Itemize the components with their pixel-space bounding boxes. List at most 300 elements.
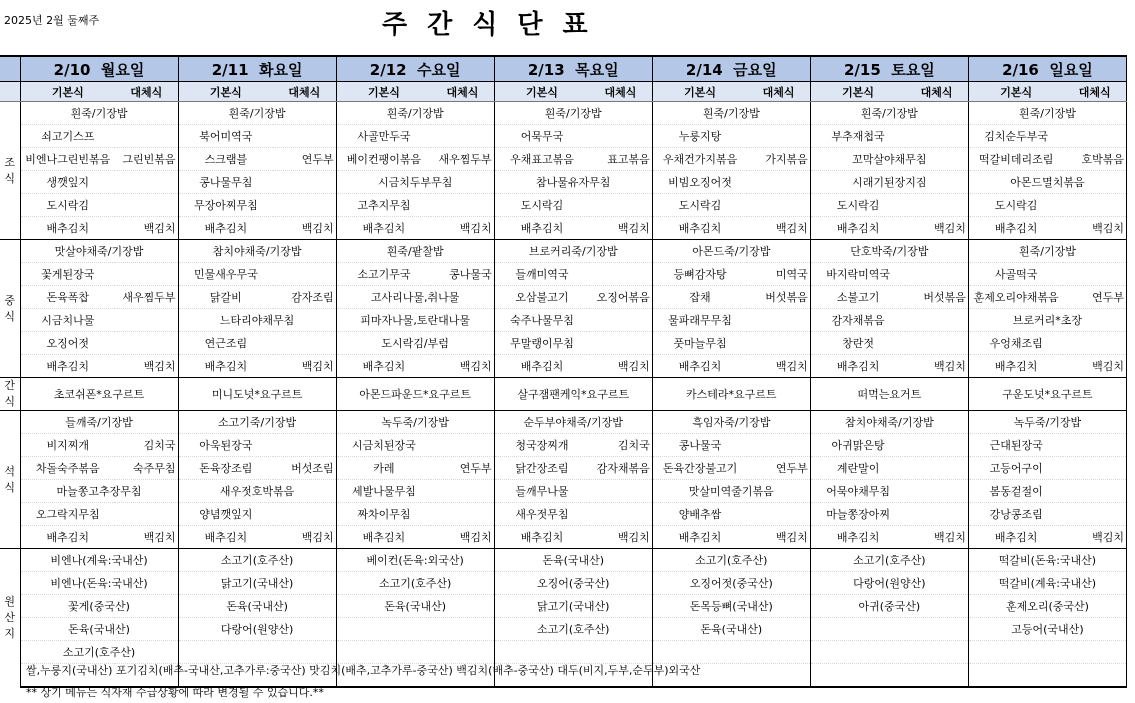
menu-item: 아귀맑은탕 bbox=[810, 434, 905, 457]
alt-menu-item bbox=[905, 503, 968, 526]
menu-item: 새우젓호박볶음 bbox=[178, 480, 336, 503]
menu-item: 흰죽/팥찰밥 bbox=[336, 240, 494, 263]
menu-item: 들깨미역국 bbox=[494, 263, 589, 286]
alt-menu-item: 백김치 bbox=[905, 355, 968, 378]
menu-item: 배추김치 bbox=[810, 355, 905, 378]
menu-item: 양념깻잎지 bbox=[178, 503, 273, 526]
alt-menu-item bbox=[747, 125, 810, 148]
page-title: 주간식단표 bbox=[382, 10, 608, 40]
menu-item: 배추김치 bbox=[178, 355, 273, 378]
menu-item bbox=[810, 664, 968, 688]
menu-item: 소고기(호주산) bbox=[336, 572, 494, 595]
day-date: 2/11 bbox=[211, 60, 249, 79]
menu-item: 도시락김 bbox=[810, 194, 905, 217]
menu-item: 숙주나물무침 bbox=[494, 309, 589, 332]
menu-item: 닭갈비 bbox=[178, 286, 273, 309]
menu-item: 시래기된장지짐 bbox=[810, 171, 968, 194]
menu-item: 떡갈비(돈육:국내산) bbox=[968, 549, 1126, 572]
alt-menu-item: 백김치 bbox=[431, 217, 494, 240]
alt-menu-item: 연두부 bbox=[431, 457, 494, 480]
menu-item: 베이컨팽이볶음 bbox=[336, 148, 431, 171]
menu-item bbox=[810, 641, 968, 664]
basic-menu-header: 기본식 bbox=[810, 82, 905, 102]
alt-menu-item bbox=[747, 503, 810, 526]
alt-menu-header: 대체식 bbox=[747, 82, 810, 102]
menu-item: 미니도넛*요구르트 bbox=[178, 378, 336, 411]
menu-item: 카스테라*요구르트 bbox=[652, 378, 810, 411]
menu-item: 누룽지탕 bbox=[652, 125, 747, 148]
menu-row bbox=[0, 549, 1127, 572]
menu-item: 등뼈감자탕 bbox=[652, 263, 747, 286]
menu-item: 초코쉬폰*요구르트 bbox=[20, 378, 178, 411]
alt-menu-item: 백김치 bbox=[905, 526, 968, 549]
meal-label: 원 산 지 bbox=[0, 549, 20, 688]
day-spacer bbox=[90, 61, 100, 79]
menu-item: 구운도넛*요구르트 bbox=[968, 378, 1126, 411]
menu-item: 민물새우무국 bbox=[178, 263, 273, 286]
menu-item: 꼬막살야채무침 bbox=[810, 148, 968, 171]
alt-menu-item: 새우찜두부 bbox=[115, 286, 178, 309]
menu-item: 닭간장조림 bbox=[494, 457, 589, 480]
menu-item: 고추지무침 bbox=[336, 194, 431, 217]
alt-menu-item bbox=[1063, 194, 1126, 217]
alt-menu-item bbox=[1063, 332, 1126, 355]
menu-item: 콩나물무침 bbox=[178, 171, 273, 194]
menu-item: 감자채볶음 bbox=[810, 309, 905, 332]
subheader-row bbox=[0, 82, 1127, 102]
day-weekday: 화요일 bbox=[258, 60, 303, 79]
menu-item: 도시락김/부럼 bbox=[336, 332, 494, 355]
alt-menu-item: 새우찜두부 bbox=[431, 148, 494, 171]
menu-item: 시금치두부무침 bbox=[336, 171, 494, 194]
basic-menu-header: 기본식 bbox=[178, 82, 273, 102]
alt-menu-item bbox=[115, 171, 178, 194]
alt-menu-item bbox=[115, 332, 178, 355]
alt-menu-item bbox=[115, 309, 178, 332]
menu-item: 고등어구이 bbox=[968, 457, 1063, 480]
alt-menu-item bbox=[905, 332, 968, 355]
menu-item: 오징어(중국산) bbox=[494, 572, 652, 595]
menu-item: 순두부야채죽/기장밥 bbox=[494, 411, 652, 434]
change-notice: ** 상기 메뉴는 식자재 수급상황에 따라 변경될 수 있습니다.** bbox=[26, 686, 324, 699]
menu-item: 소고기(호주산) bbox=[494, 618, 652, 641]
day-date: 2/16 bbox=[1002, 60, 1039, 79]
menu-row bbox=[0, 480, 1127, 503]
menu-item: 흑임자죽/기장밥 bbox=[652, 411, 810, 434]
alt-menu-item bbox=[1063, 503, 1126, 526]
alt-menu-item bbox=[905, 480, 968, 503]
alt-menu-item: 백김치 bbox=[747, 217, 810, 240]
menu-item: 사골만두국 bbox=[336, 125, 431, 148]
menu-item: 쇠고기스프 bbox=[20, 125, 115, 148]
alt-menu-item bbox=[115, 125, 178, 148]
menu-item: 닭고기(국내산) bbox=[178, 572, 336, 595]
menu-item: 돈목등뼈(국내산) bbox=[652, 595, 810, 618]
menu-row bbox=[0, 457, 1127, 480]
day-header bbox=[810, 56, 968, 82]
alt-menu-item: 백김치 bbox=[905, 217, 968, 240]
menu-item: 떡갈비데리조림 bbox=[968, 148, 1063, 171]
alt-menu-item bbox=[905, 125, 968, 148]
alt-menu-item bbox=[747, 332, 810, 355]
menu-item: 다랑어(원양산) bbox=[178, 618, 336, 641]
menu-row bbox=[0, 194, 1127, 217]
alt-menu-item bbox=[273, 263, 336, 286]
menu-item bbox=[178, 641, 336, 664]
menu-item: 부추재첩국 bbox=[810, 125, 905, 148]
menu-item: 물파래무무침 bbox=[652, 309, 747, 332]
alt-menu-item: 가지볶음 bbox=[747, 148, 810, 171]
menu-item: 돈육(국내산) bbox=[178, 595, 336, 618]
menu-item: 도시락김 bbox=[652, 194, 747, 217]
menu-item: 풋마늘무침 bbox=[652, 332, 747, 355]
menu-item: 근대된장국 bbox=[968, 434, 1063, 457]
menu-item: 소고기(호주산) bbox=[810, 549, 968, 572]
menu-item: 소고기무국 bbox=[336, 263, 431, 286]
menu-row bbox=[0, 378, 1127, 411]
menu-item: 배추김치 bbox=[494, 526, 589, 549]
alt-menu-item: 백김치 bbox=[589, 355, 652, 378]
alt-menu-item bbox=[747, 434, 810, 457]
menu-item bbox=[652, 641, 810, 664]
menu-item bbox=[968, 664, 1126, 688]
menu-item: 돈육간장불고기 bbox=[652, 457, 747, 480]
menu-item: 시금치된장국 bbox=[336, 434, 431, 457]
alt-menu-item: 백김치 bbox=[1063, 526, 1126, 549]
alt-menu-item: 백김치 bbox=[1063, 355, 1126, 378]
alt-menu-item: 백김치 bbox=[589, 526, 652, 549]
alt-menu-item: 감자조림 bbox=[273, 286, 336, 309]
menu-item: 배추김치 bbox=[652, 217, 747, 240]
menu-item: 소고기(호주산) bbox=[652, 549, 810, 572]
menu-row bbox=[0, 526, 1127, 549]
menu-item: 시금치나물 bbox=[20, 309, 115, 332]
menu-row bbox=[0, 355, 1127, 378]
menu-item: 비엔나(돈육:국내산) bbox=[20, 572, 178, 595]
alt-menu-header: 대체식 bbox=[431, 82, 494, 102]
menu-row bbox=[0, 332, 1127, 355]
day-spacer bbox=[249, 61, 259, 79]
alt-menu-item: 버섯조림 bbox=[273, 457, 336, 480]
menu-item: 배추김치 bbox=[178, 217, 273, 240]
menu-item: 오징어젓 bbox=[20, 332, 115, 355]
menu-item: 훈제오리야채볶음 bbox=[968, 286, 1063, 309]
menu-item: 돈육(국내산) bbox=[494, 549, 652, 572]
meal-label: 석 식 bbox=[0, 411, 20, 549]
menu-item: 우엉채조림 bbox=[968, 332, 1063, 355]
menu-item: 아귀(중국산) bbox=[810, 595, 968, 618]
alt-menu-item bbox=[273, 332, 336, 355]
day-weekday: 월요일 bbox=[100, 60, 145, 79]
alt-menu-item bbox=[747, 194, 810, 217]
menu-item: 창란젓 bbox=[810, 332, 905, 355]
alt-menu-item bbox=[431, 194, 494, 217]
menu-row bbox=[0, 309, 1127, 332]
alt-menu-item bbox=[431, 125, 494, 148]
alt-menu-item: 백김치 bbox=[431, 355, 494, 378]
day-header-row bbox=[0, 56, 1127, 82]
menu-row bbox=[0, 217, 1127, 240]
menu-item: 마늘쫑장아찌 bbox=[810, 503, 905, 526]
menu-item: 배추김치 bbox=[20, 526, 115, 549]
menu-item: 차돌숙주볶음 bbox=[20, 457, 115, 480]
menu-item: 꽃게(중국산) bbox=[20, 595, 178, 618]
alt-menu-item bbox=[589, 503, 652, 526]
day-header bbox=[494, 56, 652, 82]
alt-menu-item: 오징어볶음 bbox=[589, 286, 652, 309]
alt-menu-item: 호박볶음 bbox=[1063, 148, 1126, 171]
menu-row bbox=[0, 263, 1127, 286]
day-weekday: 목요일 bbox=[575, 60, 619, 79]
alt-menu-item bbox=[589, 332, 652, 355]
menu-item: 아몬드죽/기장밥 bbox=[652, 240, 810, 263]
alt-menu-item bbox=[1063, 434, 1126, 457]
alt-menu-item bbox=[747, 309, 810, 332]
menu-item: 흰죽/기장밥 bbox=[968, 240, 1126, 263]
menu-item: 소고기(호주산) bbox=[20, 641, 178, 664]
menu-item: 떠먹는요거트 bbox=[810, 378, 968, 411]
menu-item: 생깻잎지 bbox=[20, 171, 115, 194]
menu-item: 참치야채죽/기장밥 bbox=[178, 240, 336, 263]
menu-item: 고사리나물,취나물 bbox=[336, 286, 494, 309]
menu-item: 소고기죽/기장밥 bbox=[178, 411, 336, 434]
alt-menu-header: 대체식 bbox=[273, 82, 336, 102]
alt-menu-item bbox=[589, 125, 652, 148]
menu-item: 녹두죽/기장밥 bbox=[336, 411, 494, 434]
menu-item: 배추김치 bbox=[968, 526, 1063, 549]
origin-footnote: 쌀,누룽지(국내산) 포기김치(배추-국내산,고추가루:중국산) 맛김치(배추,고추가루-중국산) 백김치(배추-중국산) 대두(비지,두부,순두부)외국산 bbox=[26, 664, 701, 677]
menu-item: 배추김치 bbox=[178, 526, 273, 549]
menu-item: 도시락김 bbox=[20, 194, 115, 217]
menu-item: 오그락지무침 bbox=[20, 503, 115, 526]
menu-item: 우채표고볶음 bbox=[494, 148, 589, 171]
basic-menu-header: 기본식 bbox=[20, 82, 115, 102]
alt-menu-header: 대체식 bbox=[905, 82, 968, 102]
menu-item: 꽃게된장국 bbox=[20, 263, 115, 286]
alt-menu-item: 백김치 bbox=[747, 526, 810, 549]
menu-row bbox=[0, 171, 1127, 194]
menu-item: 배추김치 bbox=[494, 355, 589, 378]
menu-row bbox=[0, 503, 1127, 526]
menu-item: 배추김치 bbox=[810, 526, 905, 549]
menu-item: 배추김치 bbox=[336, 526, 431, 549]
menu-row bbox=[0, 240, 1127, 263]
alt-menu-item: 백김치 bbox=[115, 355, 178, 378]
alt-menu-item bbox=[273, 434, 336, 457]
menu-item: 배추김치 bbox=[20, 217, 115, 240]
day-date: 2/14 bbox=[685, 60, 723, 79]
menu-item: 청국장찌개 bbox=[494, 434, 589, 457]
day-date: 2/10 bbox=[53, 60, 91, 79]
menu-item: 흰죽/기장밥 bbox=[178, 102, 336, 125]
menu-item: 짜차이무침 bbox=[336, 503, 431, 526]
menu-item: 도시락김 bbox=[494, 194, 589, 217]
day-date: 2/13 bbox=[527, 60, 565, 79]
menu-item: 북어미역국 bbox=[178, 125, 273, 148]
basic-menu-header: 기본식 bbox=[336, 82, 431, 102]
menu-item bbox=[810, 618, 968, 641]
menu-item: 마늘쫑고추장무침 bbox=[20, 480, 178, 503]
menu-row bbox=[0, 618, 1127, 641]
alt-menu-item: 숙주무침 bbox=[115, 457, 178, 480]
menu-item: 김치순두부국 bbox=[968, 125, 1063, 148]
day-spacer bbox=[565, 61, 575, 79]
menu-item: 새우젓무침 bbox=[494, 503, 589, 526]
menu-item: 다랑어(원양산) bbox=[810, 572, 968, 595]
menu-item: 어묵무국 bbox=[494, 125, 589, 148]
alt-menu-item: 표고볶음 bbox=[589, 148, 652, 171]
alt-menu-item bbox=[115, 263, 178, 286]
menu-item: 비지찌개 bbox=[20, 434, 115, 457]
menu-item: 스크램블 bbox=[178, 148, 273, 171]
menu-item: 콩나물국 bbox=[652, 434, 747, 457]
alt-menu-item: 그린빈볶음 bbox=[115, 148, 178, 171]
menu-item: 떡갈비(계육:국내산) bbox=[968, 572, 1126, 595]
alt-menu-item: 미역국 bbox=[747, 263, 810, 286]
day-weekday: 수요일 bbox=[417, 60, 461, 79]
alt-menu-item: 연두부 bbox=[1063, 286, 1126, 309]
basic-menu-header: 기본식 bbox=[968, 82, 1063, 102]
menu-item: 무장아찌무침 bbox=[178, 194, 273, 217]
day-weekday: 금요일 bbox=[733, 60, 777, 79]
alt-menu-item bbox=[115, 194, 178, 217]
menu-item: 흰죽/기장밥 bbox=[494, 102, 652, 125]
alt-menu-item: 백김치 bbox=[747, 355, 810, 378]
menu-row bbox=[0, 595, 1127, 618]
menu-item: 바지락미역국 bbox=[810, 263, 905, 286]
alt-menu-item bbox=[273, 171, 336, 194]
alt-menu-item: 백김치 bbox=[1063, 217, 1126, 240]
menu-item bbox=[494, 641, 652, 664]
menu-item: 강낭콩조림 bbox=[968, 503, 1063, 526]
menu-item: 들깨무나물 bbox=[494, 480, 589, 503]
alt-menu-header: 대체식 bbox=[115, 82, 178, 102]
alt-menu-item bbox=[905, 194, 968, 217]
alt-menu-item: 버섯볶음 bbox=[905, 286, 968, 309]
meal-label: 중 식 bbox=[0, 240, 20, 378]
menu-item: 돈육(국내산) bbox=[652, 618, 810, 641]
menu-item: 배추김치 bbox=[810, 217, 905, 240]
day-spacer bbox=[881, 61, 891, 79]
alt-menu-item bbox=[431, 480, 494, 503]
menu-item: 돈육장조림 bbox=[178, 457, 273, 480]
menu-item: 배추김치 bbox=[336, 217, 431, 240]
alt-menu-item bbox=[589, 194, 652, 217]
menu-item: 세발나물무침 bbox=[336, 480, 431, 503]
alt-menu-item bbox=[905, 263, 968, 286]
alt-menu-item: 버섯볶음 bbox=[747, 286, 810, 309]
week-caption: 2025년 2월 둘째주 bbox=[4, 14, 100, 27]
menu-item: 어묵야채무침 bbox=[810, 480, 905, 503]
menu-item: 흰죽/기장밥 bbox=[810, 102, 968, 125]
menu-item: 소불고기 bbox=[810, 286, 905, 309]
alt-menu-item: 콩나물국 bbox=[431, 263, 494, 286]
menu-item: 흰죽/기장밥 bbox=[968, 102, 1126, 125]
alt-menu-item: 백김치 bbox=[115, 217, 178, 240]
menu-item bbox=[336, 641, 494, 664]
menu-table bbox=[0, 55, 1127, 688]
alt-menu-item bbox=[115, 503, 178, 526]
menu-row bbox=[0, 572, 1127, 595]
alt-menu-item: 연두부 bbox=[747, 457, 810, 480]
menu-item: 사골떡국 bbox=[968, 263, 1063, 286]
day-header bbox=[20, 56, 178, 82]
day-date: 2/15 bbox=[843, 60, 881, 79]
alt-menu-item bbox=[1063, 125, 1126, 148]
menu-row bbox=[0, 286, 1127, 309]
menu-item: 무말랭이무침 bbox=[494, 332, 589, 355]
menu-row bbox=[0, 102, 1127, 125]
alt-menu-item bbox=[1063, 480, 1126, 503]
alt-menu-item bbox=[589, 309, 652, 332]
menu-item: 참치야채죽/기장밥 bbox=[810, 411, 968, 434]
menu-item: 배추김치 bbox=[336, 355, 431, 378]
menu-item: 단호박죽/기장밥 bbox=[810, 240, 968, 263]
basic-menu-header: 기본식 bbox=[652, 82, 747, 102]
alt-menu-item bbox=[273, 503, 336, 526]
alt-menu-item bbox=[431, 434, 494, 457]
alt-menu-header: 대체식 bbox=[1063, 82, 1126, 102]
menu-item: 오삼불고기 bbox=[494, 286, 589, 309]
menu-item: 느타리야채무침 bbox=[178, 309, 336, 332]
menu-item: 참나물유자무침 bbox=[494, 171, 652, 194]
alt-menu-item bbox=[431, 503, 494, 526]
menu-item: 아몬드멸치볶음 bbox=[968, 171, 1126, 194]
menu-item: 배추김치 bbox=[652, 526, 747, 549]
alt-menu-item bbox=[1063, 263, 1126, 286]
menu-item: 비엔나(계육:국내산) bbox=[20, 549, 178, 572]
menu-item: 소고기(호주산) bbox=[178, 549, 336, 572]
menu-item: 아몬드파운드*요구르트 bbox=[336, 378, 494, 411]
menu-item: 배추김치 bbox=[494, 217, 589, 240]
menu-row bbox=[0, 641, 1127, 664]
alt-menu-item bbox=[747, 171, 810, 194]
alt-menu-item: 백김치 bbox=[431, 526, 494, 549]
meal-label: 간 식 bbox=[0, 378, 20, 411]
alt-menu-item: 백김치 bbox=[115, 526, 178, 549]
alt-menu-item: 백김치 bbox=[273, 355, 336, 378]
menu-item: 돈육폭찹 bbox=[20, 286, 115, 309]
menu-item: 베이컨(돈육:외국산) bbox=[336, 549, 494, 572]
alt-menu-item bbox=[1063, 457, 1126, 480]
alt-menu-item: 백김치 bbox=[273, 217, 336, 240]
alt-menu-item: 감자채볶음 bbox=[589, 457, 652, 480]
menu-item: 고등어(국내산) bbox=[968, 618, 1126, 641]
menu-item: 흰죽/기장밥 bbox=[336, 102, 494, 125]
day-weekday: 토요일 bbox=[891, 60, 935, 79]
menu-item bbox=[968, 641, 1126, 664]
menu-item: 배추김치 bbox=[20, 355, 115, 378]
day-spacer bbox=[1039, 61, 1049, 79]
menu-item: 비빔오징어젓 bbox=[652, 171, 747, 194]
menu-item: 들깨죽/기장밥 bbox=[20, 411, 178, 434]
day-header bbox=[652, 56, 810, 82]
menu-item: 배추김치 bbox=[968, 217, 1063, 240]
menu-item: 잡채 bbox=[652, 286, 747, 309]
day-header bbox=[178, 56, 336, 82]
menu-row bbox=[0, 125, 1127, 148]
menu-item: 양배추쌈 bbox=[652, 503, 747, 526]
basic-menu-header: 기본식 bbox=[494, 82, 589, 102]
day-date: 2/12 bbox=[369, 60, 407, 79]
alt-menu-item: 김치국 bbox=[115, 434, 178, 457]
menu-item: 돈육(국내산) bbox=[336, 595, 494, 618]
menu-item: 비엔나그린빈볶음 bbox=[20, 148, 115, 171]
menu-item: 도시락김 bbox=[968, 194, 1063, 217]
alt-menu-item bbox=[589, 263, 652, 286]
menu-item: 연근조림 bbox=[178, 332, 273, 355]
menu-item: 오징어젓(중국산) bbox=[652, 572, 810, 595]
